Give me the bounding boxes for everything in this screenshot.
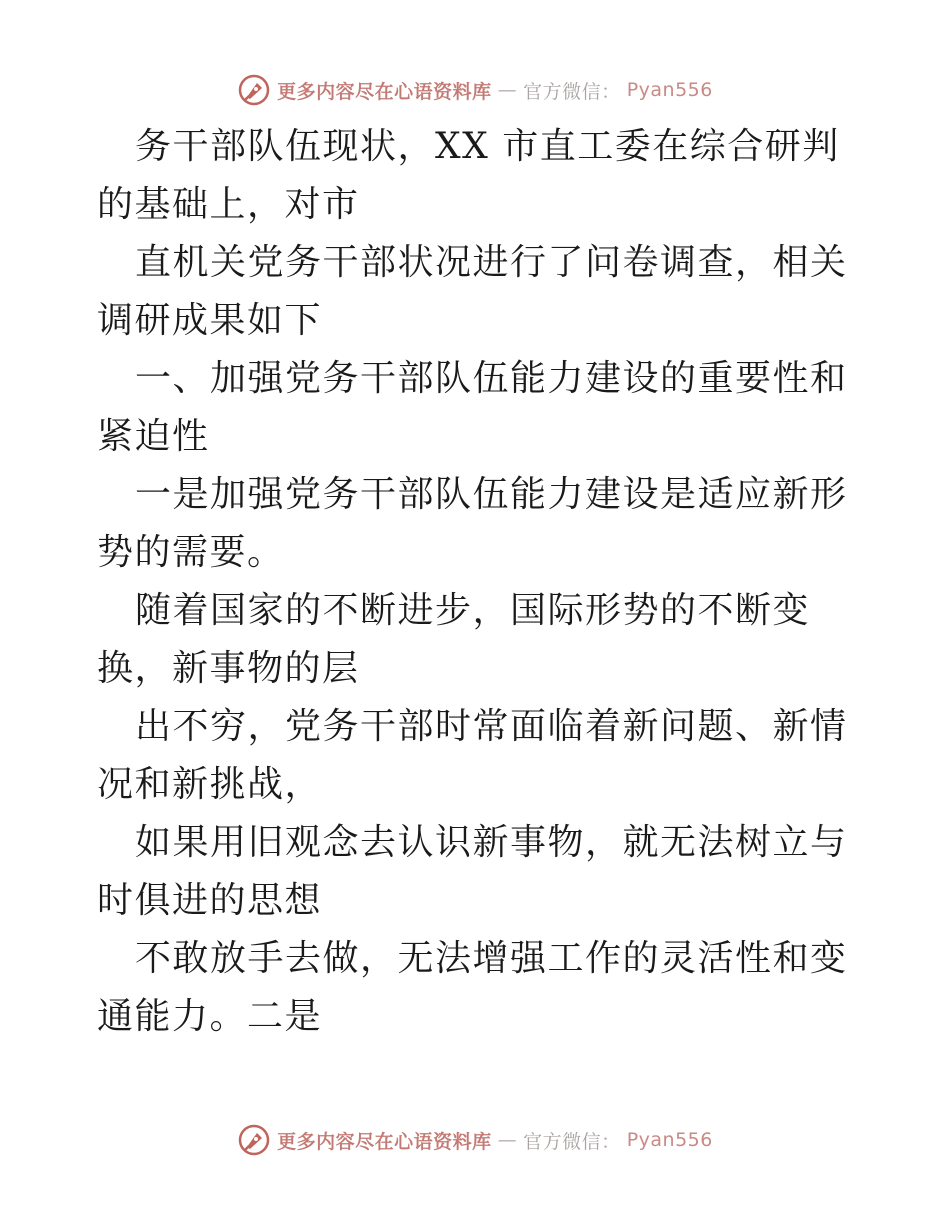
paragraph: 如果用旧观念去认识新事物，就无法树立与时俱进的思想 — [97, 822, 848, 921]
banner-wechat-label: 官方微信： — [523, 1130, 621, 1153]
paragraph: 不敢放手去做，无法增强工作的灵活性和变通能力。二是 — [97, 938, 848, 1037]
header-banner — [0, 70, 950, 110]
paragraph: 一是加强党务干部队伍能力建设是适应新形势的需要。 — [97, 474, 848, 573]
banner-wechat-account: Pyan556 — [626, 1129, 713, 1151]
banner-main-text: 更多内容尽在心语资料库 — [277, 1130, 492, 1153]
paragraph: 直机关党务干部状况进行了问卷调查，相关调研成果如下 — [97, 242, 848, 341]
footer-banner — [0, 1120, 950, 1160]
paragraph: 出不穷，党务干部时常面临着新问题、新情况和新挑战， — [97, 706, 848, 805]
banner-separator: — — [497, 79, 518, 101]
section-heading: 一、加强党务干部队伍能力建设的重要性和紧迫性 — [97, 358, 848, 457]
document-body — [97, 118, 857, 1046]
paragraph: 随着国家的不断进步，国际形势的不断变换，新事物的层 — [97, 590, 811, 689]
pen-nib-logo-icon — [237, 73, 271, 107]
pen-nib-logo-icon — [237, 1123, 271, 1157]
banner-wechat-account: Pyan556 — [626, 79, 713, 101]
banner-main-text: 更多内容尽在心语资料库 — [277, 80, 492, 103]
banner-separator: — — [497, 1129, 518, 1151]
paragraph: 务干部队伍现状，XX 市直工委在综合研判的基础上，对市 — [97, 126, 840, 225]
banner-wechat-label: 官方微信： — [523, 80, 621, 103]
